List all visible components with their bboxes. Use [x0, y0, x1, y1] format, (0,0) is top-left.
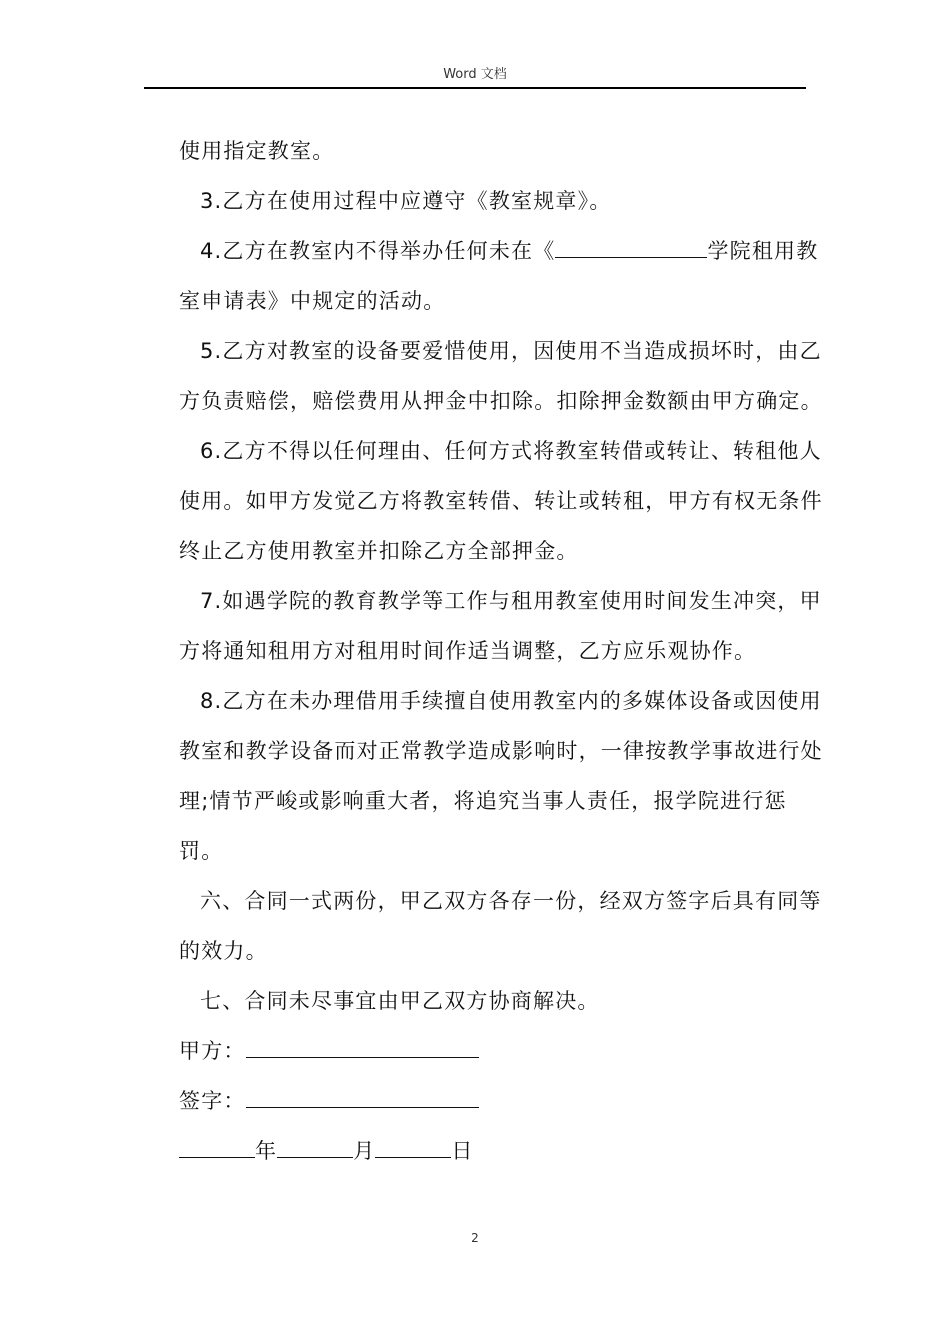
- signature-line: [179, 1076, 829, 1126]
- year-blank: [179, 1135, 255, 1158]
- clause-3: 3.乙方在使用过程中应遵守《教室规章》。: [200, 189, 612, 213]
- document-body: [179, 126, 829, 1176]
- signature-blank: [246, 1085, 479, 1108]
- year-label: 年: [255, 1139, 278, 1163]
- paragraph-continuation: 使用指定教室。: [179, 139, 335, 163]
- month-label: 月: [353, 1139, 376, 1163]
- party-a-line: [179, 1026, 829, 1076]
- party-a-label: 甲方：: [179, 1039, 246, 1063]
- section-six: 六、合同一式两份，甲乙双方各存一份，经双方签字后具有同等的效力。: [179, 889, 822, 963]
- clause-8: 8.乙方在未办理借用手续擅自使用教室内的多媒体设备或因使用教室和教学设备而对正常教学造成影响时，一律按教学事故进行处理;情节严峻或影响重大者，将追究当事人责任，报学院进行惩罚。: [179, 689, 823, 863]
- header-divider: [144, 87, 806, 89]
- document-header-title: Word 文档: [443, 67, 507, 82]
- clause-7: 7.如遇学院的教育教学等工作与租用教室使用时间发生冲突，甲方将通知租用方对租用时间作适当调整，乙方应乐观协作。: [179, 589, 822, 663]
- clause-5: 5.乙方对教室的设备要爱惜使用，因使用不当造成损坏时，由乙方负责赔偿，赔偿费用从押金中扣除。扣除押金数额由甲方确定。: [179, 339, 823, 413]
- clause-4: [179, 226, 829, 326]
- section-seven: 七、合同未尽事宜由甲乙双方协商解决。: [200, 989, 600, 1013]
- college-name-blank: [555, 235, 707, 258]
- sign-label: 签字：: [179, 1089, 246, 1113]
- day-blank: [375, 1135, 451, 1158]
- day-label: 日: [451, 1139, 474, 1163]
- month-blank: [277, 1135, 353, 1158]
- clause-4-text-after: 学院租用教室申请表》中规定的活动。: [179, 239, 819, 313]
- page-number: 2: [471, 1231, 479, 1245]
- date-line: [179, 1126, 829, 1176]
- clause-6: 6.乙方不得以任何理由、任何方式将教室转借或转让、转租他人使用。如甲方发觉乙方将教室转借、转让或转租，甲方有权无条件终止乙方使用教室并扣除乙方全部押金。: [179, 439, 823, 563]
- party-a-blank: [246, 1035, 479, 1058]
- clause-4-text-before: 4.乙方在教室内不得举办任何未在《: [200, 239, 556, 263]
